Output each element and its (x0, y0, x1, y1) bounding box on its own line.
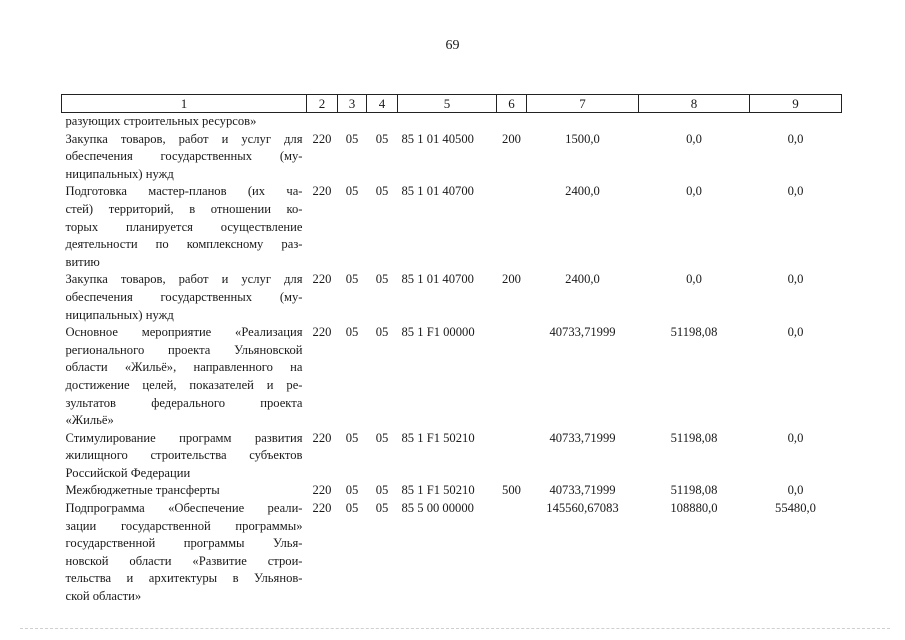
column-6-cell: 200 (502, 131, 521, 146)
row-name-line: новской области «Развитие строи- (65, 553, 303, 568)
table-header-row (62, 95, 842, 113)
column-3-cell: 05 (345, 184, 359, 199)
row-name-line: тельства и архитектуры в Ульянов- (65, 571, 303, 586)
column-5-cell: 85 1 01 40500 (401, 131, 474, 146)
row-name-cell (62, 500, 307, 606)
row-name-line: витию (65, 254, 100, 269)
column-header: 2 (307, 95, 338, 113)
row-name-line: деятельности по комплексному раз- (65, 237, 303, 252)
column-3-cell: 05 (345, 430, 359, 445)
table-body (62, 113, 842, 606)
column-header: 8 (639, 95, 750, 113)
column-2-cell (307, 113, 338, 131)
page-number: 69 (445, 38, 460, 53)
column-5-cell: 85 1 01 40700 (401, 272, 474, 287)
column-9-cell (750, 113, 842, 131)
column-7-cell: 40733,71999 (549, 430, 616, 445)
column-2-cell: 220 (312, 272, 332, 287)
row-name-line: области «Жильё», направленного на (65, 360, 303, 375)
row-name-line: разующих строительных ресурсов» (65, 114, 257, 128)
row-name-cell (62, 131, 307, 184)
column-7-cell: 2400,0 (565, 184, 600, 199)
column-2-cell: 220 (312, 501, 332, 516)
column-8-cell: 0,0 (686, 131, 702, 146)
column-9-cell: 0,0 (787, 184, 804, 199)
column-header: 6 (497, 95, 527, 113)
column-3-cell: 05 (345, 325, 359, 340)
column-7-cell: 1500,0 (565, 131, 600, 146)
column-7-cell: 145560,67083 (546, 501, 619, 516)
table-row (62, 430, 842, 483)
row-name-cell (62, 430, 307, 483)
column-5-cell: 85 1 F1 50210 (401, 430, 475, 445)
row-name-cell (62, 113, 307, 131)
column-7-cell: 40733,71999 (549, 483, 616, 498)
column-header: 4 (367, 95, 398, 113)
column-5-cell: 85 1 F1 50210 (401, 483, 475, 498)
column-header: 3 (338, 95, 367, 113)
column-4-cell: 05 (375, 430, 389, 445)
table-row (62, 324, 842, 430)
column-2-cell: 220 (312, 483, 332, 498)
column-9-cell: 0,0 (787, 483, 804, 498)
column-3-cell: 05 (345, 501, 359, 516)
row-name-line: Основное мероприятие «Реализация (65, 325, 303, 340)
column-4-cell: 05 (375, 501, 389, 516)
column-header: 9 (750, 95, 842, 113)
table-row (62, 500, 842, 606)
row-name-line: Подпрограмма «Обеспечение реали- (65, 501, 303, 516)
column-3-cell: 05 (345, 483, 359, 498)
row-name-line: торых планируется осуществление (65, 219, 303, 234)
column-4-cell: 05 (375, 131, 389, 146)
row-name-cell (62, 324, 307, 430)
row-name-line: зультатов федерального проекта (65, 395, 303, 410)
column-3-cell: 05 (345, 272, 359, 287)
row-name-line: государственной программы Улья- (65, 536, 303, 551)
table-row (62, 271, 842, 324)
column-6-cell (497, 324, 527, 430)
table-row (62, 183, 842, 271)
budget-table (61, 94, 842, 606)
column-8-cell: 108880,0 (670, 501, 718, 516)
row-name-line: Стимулирование программ развития (65, 430, 303, 445)
row-name-cell (62, 183, 307, 271)
column-7-cell (527, 113, 639, 131)
column-7-cell: 40733,71999 (549, 325, 616, 340)
row-name-line: обеспечения государственных (му- (65, 289, 303, 304)
row-name-line: «Жильё» (65, 413, 114, 428)
column-9-cell: 0,0 (787, 272, 804, 287)
column-3-cell (338, 113, 367, 131)
row-name-line: Закупка товаров, работ и услуг для (65, 131, 303, 146)
column-8-cell: 0,0 (686, 184, 702, 199)
row-name-line: регионального проекта Ульяновской (65, 342, 303, 357)
column-5-cell: 85 5 00 00000 (401, 501, 474, 516)
budget-table-container (61, 94, 841, 606)
column-header: 1 (62, 95, 307, 113)
column-6-cell (497, 500, 527, 606)
column-4-cell: 05 (375, 272, 389, 287)
column-8-cell: 0,0 (686, 272, 702, 287)
column-header: 5 (398, 95, 497, 113)
column-9-cell: 55480,0 (775, 501, 816, 516)
scan-edge-noise (20, 628, 890, 631)
table-row (62, 113, 842, 131)
column-4-cell: 05 (375, 325, 389, 340)
row-name-line: стей) территорий, в отношении ко- (65, 201, 303, 216)
row-name-line: жилищного строительства субъектов (65, 448, 303, 463)
column-6-cell: 200 (502, 272, 521, 287)
row-name-line: зации государственной программы» (65, 518, 303, 533)
row-name-line: Российской Федерации (65, 465, 191, 480)
column-8-cell: 51198,08 (670, 430, 718, 445)
table-row (62, 131, 842, 184)
row-name-line: ниципальных) нужд (65, 307, 174, 322)
column-9-cell: 0,0 (787, 430, 804, 445)
column-5-cell (398, 113, 497, 131)
column-7-cell: 2400,0 (565, 272, 600, 287)
column-6-cell: 500 (502, 483, 521, 498)
column-5-cell: 85 1 F1 00000 (401, 325, 475, 340)
column-header: 7 (527, 95, 639, 113)
column-2-cell: 220 (312, 430, 332, 445)
column-2-cell: 220 (312, 131, 332, 146)
row-name-line: Подготовка мастер-планов (их ча- (65, 184, 303, 199)
column-8-cell: 51198,08 (670, 483, 718, 498)
row-name-cell (62, 271, 307, 324)
row-name-cell (62, 482, 307, 500)
column-8-cell: 51198,08 (670, 325, 718, 340)
column-3-cell: 05 (345, 131, 359, 146)
column-2-cell: 220 (312, 184, 332, 199)
column-2-cell: 220 (312, 325, 332, 340)
row-name-line: достижение целей, показателей и ре- (65, 377, 303, 392)
column-9-cell: 0,0 (787, 325, 804, 340)
row-name-line: ской области» (65, 589, 142, 604)
table-row (62, 482, 842, 500)
column-8-cell (639, 113, 750, 131)
column-5-cell: 85 1 01 40700 (401, 184, 474, 199)
column-6-cell (497, 430, 527, 483)
column-4-cell (367, 113, 398, 131)
column-6-cell (497, 183, 527, 271)
row-name-line: ниципальных) нужд (65, 166, 174, 181)
row-name-line: Закупка товаров, работ и услуг для (65, 272, 303, 287)
row-name-line: обеспечения государственных (му- (65, 149, 303, 164)
row-name-line: Межбюджетные трансферты (65, 483, 220, 498)
column-6-cell (497, 113, 527, 131)
column-4-cell: 05 (375, 483, 389, 498)
column-4-cell: 05 (375, 184, 389, 199)
column-9-cell: 0,0 (787, 131, 804, 146)
